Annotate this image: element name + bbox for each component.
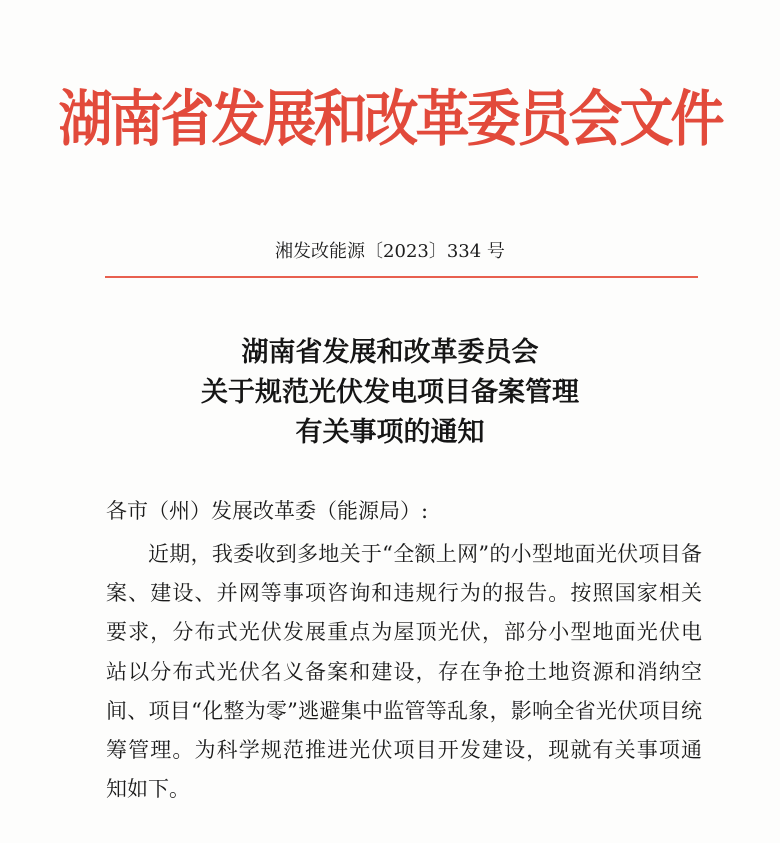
body-paragraph: [106, 535, 702, 809]
issuer-header: 湖南省发展和改革委员会文件: [58, 83, 722, 154]
body-line: 筹管理。为科学规范推进光伏项目开发建设，现就有关事项通: [106, 737, 702, 762]
salutation: 各市（州）发展改革委（能源局）:: [106, 499, 429, 523]
body-line: 知如下。: [106, 777, 190, 802]
title-line-2: 关于规范光伏发电项目备案管理: [201, 377, 579, 408]
red-divider-line: [105, 276, 698, 278]
document-title: [0, 333, 780, 453]
body-line: 间、项目“化整为零”逃避集中监管等乱象，影响全省光伏项目统: [106, 698, 702, 723]
title-line-1: 湖南省发展和改革委员会: [241, 337, 539, 368]
document-number: 湘发改能源〔2023〕334 号: [275, 241, 505, 262]
body-line: 近期，我委收到多地关于“全额上网”的小型地面光伏项目备: [148, 542, 702, 566]
body-line: 站以分布式光伏名义备案和建设，存在争抢土地资源和消纳空: [106, 659, 702, 684]
body-line: 案、建设、并网等事项咨询和违规行为的报告。按照国家相关: [106, 581, 702, 606]
title-line-3: 有关事项的通知: [295, 417, 485, 448]
body-line: 要求，分布式光伏发展重点为屋顶光伏，部分小型地面光伏电: [106, 620, 702, 645]
